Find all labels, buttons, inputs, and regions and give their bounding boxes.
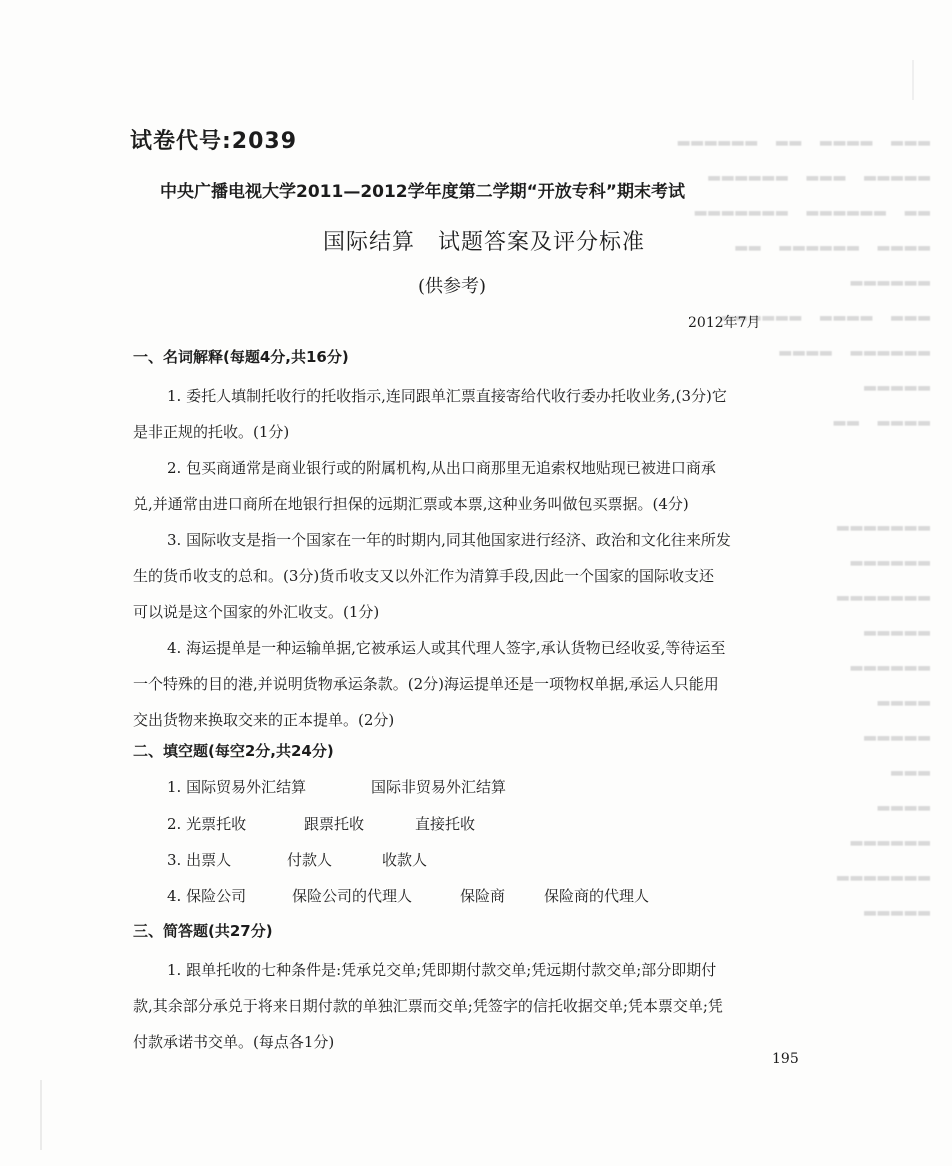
exam-code: 试卷代号:2039	[130, 129, 298, 154]
fill-answer: 国际非贸易外汇结算	[371, 778, 507, 796]
answer-line: 付款承诺书交单。(每点各1分)	[133, 1033, 335, 1051]
answer-line: 交出货物来换取交来的正本提单。(2分)	[133, 711, 395, 729]
fill-answer: 保险商	[460, 887, 506, 905]
answer-line: 生的货币收支的总和。(3分)货币收支又以外汇作为清算手段,因此一个国家的国际收支还	[133, 567, 715, 585]
exam-date: 2012年7月	[688, 315, 761, 331]
fill-answer: 付款人	[287, 851, 333, 869]
answer-line: 可以说是这个国家的外汇收支。(1分)	[133, 603, 380, 621]
exam-header: 中央广播电视大学2011—2012学年度第二学期“开放专科”期末考试	[160, 182, 685, 202]
answer-item	[133, 952, 813, 1060]
scan-edge-mark	[40, 1080, 42, 1150]
answer-line: 款,其余部分承兑于将来日期付款的单独汇票而交单;凭签字的信托收据交单;凭本票交单;凭	[133, 997, 723, 1015]
answer-item	[133, 522, 813, 630]
answer-line: 2. 包买商通常是商业银行或的附属机构,从出口商那里无追索权地贴现已被进口商承	[167, 459, 716, 477]
answer-line: 1. 委托人填制托收行的托收指示,连同跟单汇票直接寄给代收行委办托收业务,(3分)它	[167, 387, 727, 405]
bleed-through-texture: ▂▂▂ ▂▂▂▂ ▂▂ ▂▂▂▂▂▂ ▂▂▂▂▂ ▂▂▂ ▂▂▂▂▂▂ ▂▂ ▂▂▂▂▂▂ ▂▂▂▂▂▂▂ ▂▂▂▂ ▂▂▂▂▂▂ ▂▂ ▂▂▂▂▂▂ ▂▂▂ ▂▂▂▂ ▂▂▂▂▂▂ ▂▂▂▂▂▂ ▂▂▂▂ ▂▂▂▂▂ ▂▂▂▂ ▂▂ ▂▂▂▂▂▂▂ ▂▂▂▂▂▂ ▂▂▂▂▂▂▂ ▂▂▂▂▂ ▂▂▂▂▂▂ ▂▂▂▂ ▂▂▂▂▂ ▂▂▂ ▂▂▂▂ ▂▂▂▂▂▂ ▂▂▂▂▂▂▂ ▂▂▂▂▂	[675, 128, 930, 916]
answer-line: 是非正规的托收。(1分)	[133, 423, 290, 441]
answer-item	[133, 378, 813, 450]
section-heading-fill-in: 二、填空题(每空2分,共24分)	[133, 742, 334, 760]
fill-answer: 保险公司的代理人	[292, 887, 413, 905]
fill-answer: 直接托收	[415, 815, 476, 833]
fill-answer: 2. 光票托收	[167, 815, 247, 833]
for-reference-note: (供参考)	[418, 276, 487, 297]
answer-line: 3. 国际收支是指一个国家在一年的时期内,同其他国家进行经济、政治和文化往来所发	[167, 531, 731, 549]
page-number: 195	[772, 1051, 799, 1067]
subject-title: 国际结算 试题答案及评分标准	[323, 230, 646, 255]
fill-answer: 1. 国际贸易外汇结算	[167, 778, 307, 796]
answer-line: 4. 海运提单是一种运输单据,它被承运人或其代理人签字,承认货物已经收妥,等待运至	[167, 639, 726, 657]
fill-answer: 跟票托收	[304, 815, 365, 833]
fill-answer: 3. 出票人	[167, 851, 232, 869]
fill-answer: 4. 保险公司	[167, 887, 247, 905]
fill-answer: 保险商的代理人	[544, 887, 650, 905]
answer-line: 兑,并通常由进口商所在地银行担保的远期汇票或本票,这种业务叫做包买票据。(4分)	[133, 495, 689, 513]
answer-line: 一个特殊的目的港,并说明货物承运条款。(2分)海运提单还是一项物权单据,承运人只能用	[133, 675, 719, 693]
section-heading-terms: 一、名词解释(每题4分,共16分)	[133, 348, 349, 366]
answer-item	[133, 450, 813, 522]
answer-line: 1. 跟单托收的七种条件是:凭承兑交单;凭即期付款交单;凭远期付款交单;部分即期付	[167, 961, 717, 979]
answer-item	[133, 630, 813, 738]
section-heading-short-answer: 三、简答题(共27分)	[133, 922, 273, 940]
fill-answer: 收款人	[382, 851, 428, 869]
scan-edge-mark	[912, 60, 914, 100]
